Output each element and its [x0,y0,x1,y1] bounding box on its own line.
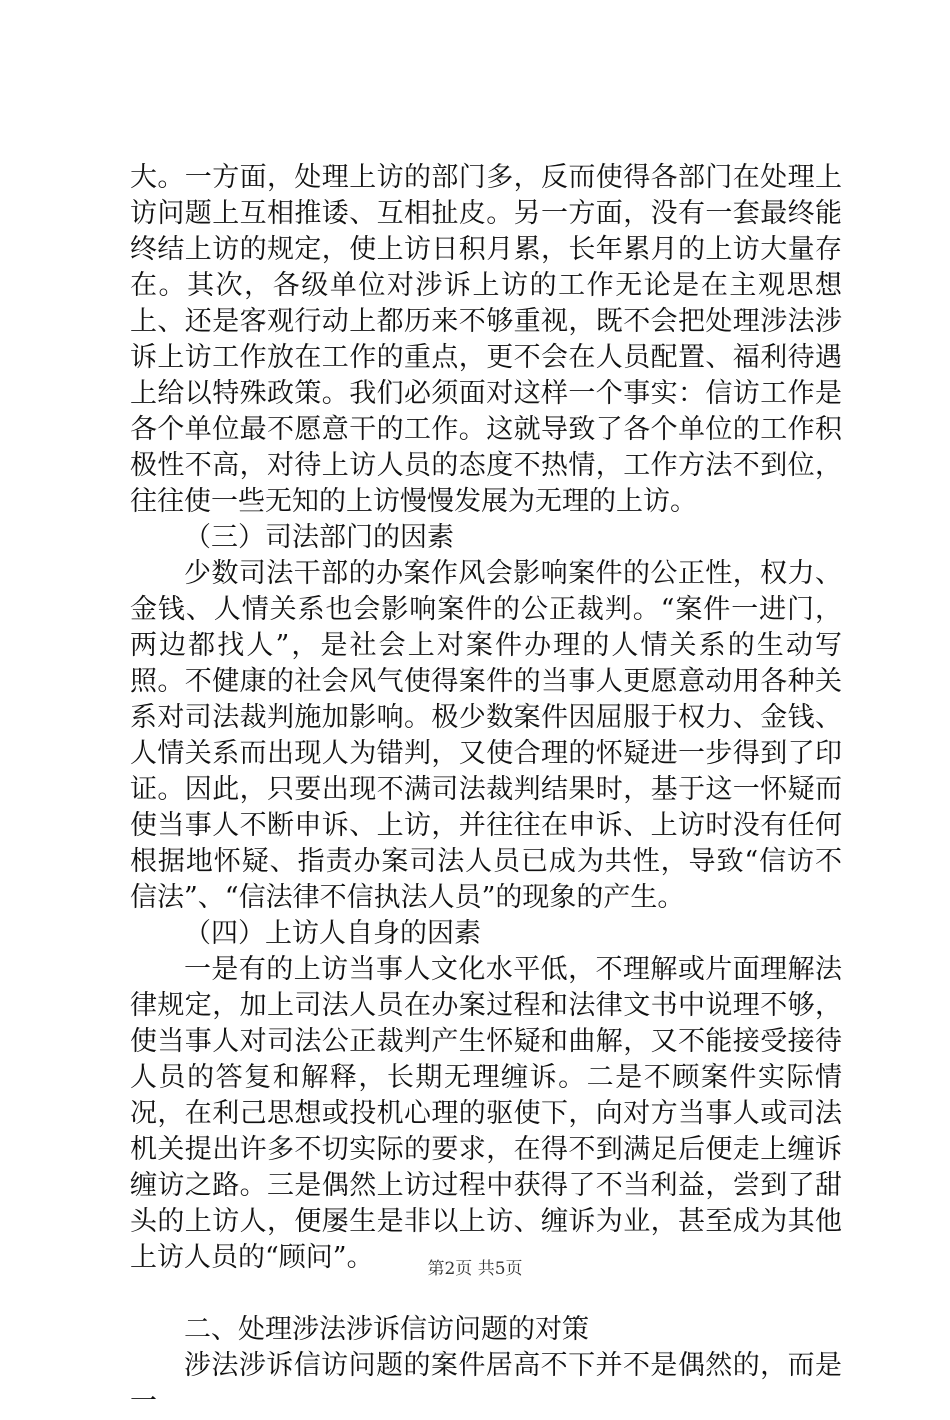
section-heading-3: （三）司法部门的因素 [184,522,454,553]
page-footer: 第2页 共5页 [427,1259,523,1279]
paragraph-1: 大。一方面，处理上访的部门多，反而使得各部门在处理上访问题上互相推诿、互相扯皮。另一方面，没有一套最终能终结上访的规定，使上访日积月累，长年累月的上访大量存在。其次，各级单位对涉诉上访的工作无论是在主观思想上、还是客观行动上都历来不够重视，既不会把处理涉法涉诉上访工作放在工作的重点，更不会在人员配置、福利待遇上给以特殊政策。我们必须面对这样一个事实：信访工作是各个单位最不愿意干的工作。这就导致了各个单位的工作积极性不高，对待上访人员的态度不热情，工作方法不到位，往往使一些无知的上访慢慢发展为无理的上访。 [130,162,842,517]
paragraph-2: 少数司法干部的办案作风会影响案件的公正性，权力、金钱、人情关系也会影响案件的公正裁判。“案件一进门，两边都找人”，是社会上对案件办理的人情关系的生动写照。不健康的社会风气使得案件的当事人更愿意动用各种关系对司法裁判施加影响。极少数案件因屈服于权力、金钱、人情关系而出现人为错判，又使合理的怀疑进一步得到了印证。因此，只要出现不满司法裁判结果时，基于这一怀疑而使当事人不断申诉、上访，并往往在申诉、上访时没有任何根据地怀疑、指责办案司法人员已成为共性，导致“信访不信法”、“信法律不信执法人员”的现象的产生。 [130,558,842,913]
paragraph-4: 涉法涉诉信访问题的案件居高不下并不是偶然的，而是一 [130,1350,842,1417]
section-heading-4: （四）上访人自身的因素 [184,918,481,949]
chapter-heading-2: 二、处理涉法涉诉信访问题的对策 [184,1314,589,1345]
paragraph-3: 一是有的上访当事人文化水平低，不理解或片面理解法律规定，加上司法人员在办案过程和法律文书中说理不够，使当事人对司法公正裁判产生怀疑和曲解，又不能接受接待人员的答复和解释，长期无理缠诉。二是不顾案件实际情况，在利己思想或投机心理的驱使下，向对方当事人或司法机关提出许多不切实际的要求，在得不到满足后便走上缠诉缠访之路。三是偶然上访过程中获得了不当利益，尝到了甜头的上访人，便屡生是非以上访、缠诉为业，甚至成为其他上访人员的“顾问”。 [130,954,842,1273]
document-body [130,160,842,1420]
blank-line [130,1276,842,1312]
